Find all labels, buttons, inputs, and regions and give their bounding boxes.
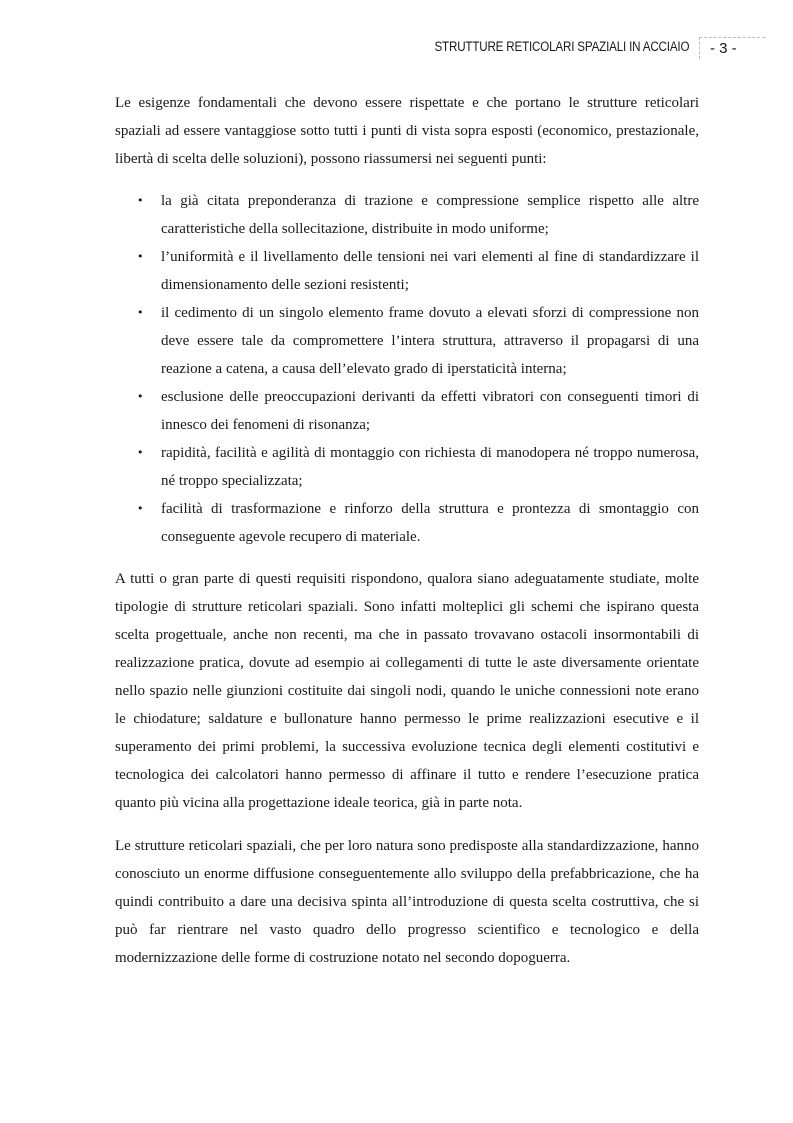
bullet-icon: • <box>137 502 144 515</box>
list-item-text: l’uniformità e il livellamento delle tensioni nei vari elementi al fine di standardizzare il dimensionamento delle sezioni resistenti; <box>161 249 699 293</box>
running-title: STRUTTURE RETICOLARI SPAZIALI IN ACCIAIO <box>434 39 689 54</box>
bullet-icon: • <box>137 194 144 207</box>
document-body <box>115 89 699 972</box>
list-item-text: la già citata preponderanza di trazione e compressione semplice rispetto alle altre caratteristiche della sollecitazione, distribuite in modo uniforme; <box>161 193 699 237</box>
list-item <box>115 187 699 243</box>
list-item <box>115 439 699 495</box>
list-item-text: facilità di trasformazione e rinforzo della struttura e prontezza di smontaggio con conseguente agevole recupero di materiale. <box>161 501 699 545</box>
bullet-icon: • <box>137 306 144 319</box>
list-item <box>115 299 699 383</box>
list-item <box>115 495 699 551</box>
bullet-icon: • <box>137 250 144 263</box>
bullet-icon: • <box>137 390 144 403</box>
body-paragraph: Le strutture reticolari spaziali, che per loro natura sono predisposte alla standardizzazione, hanno conosciuto un enorme diffusione conseguentemente allo sviluppo della prefabbricazione, che ha quindi contribuito a dare una decisiva spinta all’introduzione di questa scelta costruttiva, che si può far rientrare nel vasto quadro dello progresso scientifico e tecnologico e della modernizzazione delle forme di costruzione notato nel secondo dopoguerra. <box>115 838 699 966</box>
intro-paragraph: Le esigenze fondamentali che devono essere rispettate e che portano le strutture reticolari spaziali ad essere vantaggiose sotto tutti i punti di vista sopra esposti (economico, prestazionale, libertà di scelta delle soluzioni), possono riassumersi nei seguenti punti: <box>115 95 699 167</box>
list-item <box>115 243 699 299</box>
body-paragraph: A tutti o gran parte di questi requisiti rispondono, qualora siano adeguatamente studiate, molte tipologie di strutture reticolari spaziali. Sono infatti molteplici gli schemi che ispirano questa scelta progettuale, anche non recenti, ma che in passato trovavano ostacoli insormontabili di realizzazione pratica, dovute ad esempio ai collegamenti di tutte le aste diversamente orientate nello spazio nelle giunzioni costituite dai singoli nodi, quando le uniche connessioni note erano le chiodature; saldature e bullonature hanno permesso le prime realizzazioni esecutive e il superamento dei primi problemi, la successiva evoluzione tecnica degli elementi costitutivi e tecnologica dei calcolatori hanno permesso di affinare il tutto e rendere l’esecuzione pratica quanto più vicina alla progettazione ideale teorica, già in parte nota. <box>115 571 699 811</box>
page-header <box>0 37 793 61</box>
list-item-text: rapidità, facilità e agilità di montaggio con richiesta di manodopera né troppo numerosa, né troppo specializzata; <box>161 445 699 489</box>
list-item-text: esclusione delle preoccupazioni derivanti da effetti vibratori con conseguenti timori di innesco dei fenomeni di risonanza; <box>161 389 699 433</box>
requirements-list <box>115 187 699 551</box>
list-item <box>115 383 699 439</box>
list-item-text: il cedimento di un singolo elemento frame dovuto a elevati sforzi di compressione non deve essere tale da compromettere l’intera struttura, attraverso il propagarsi di una reazione a catena, a causa dell’elevato grado di iperstaticità interna; <box>161 305 699 377</box>
bullet-icon: • <box>137 446 144 459</box>
page-number: - 3 - <box>699 37 765 59</box>
